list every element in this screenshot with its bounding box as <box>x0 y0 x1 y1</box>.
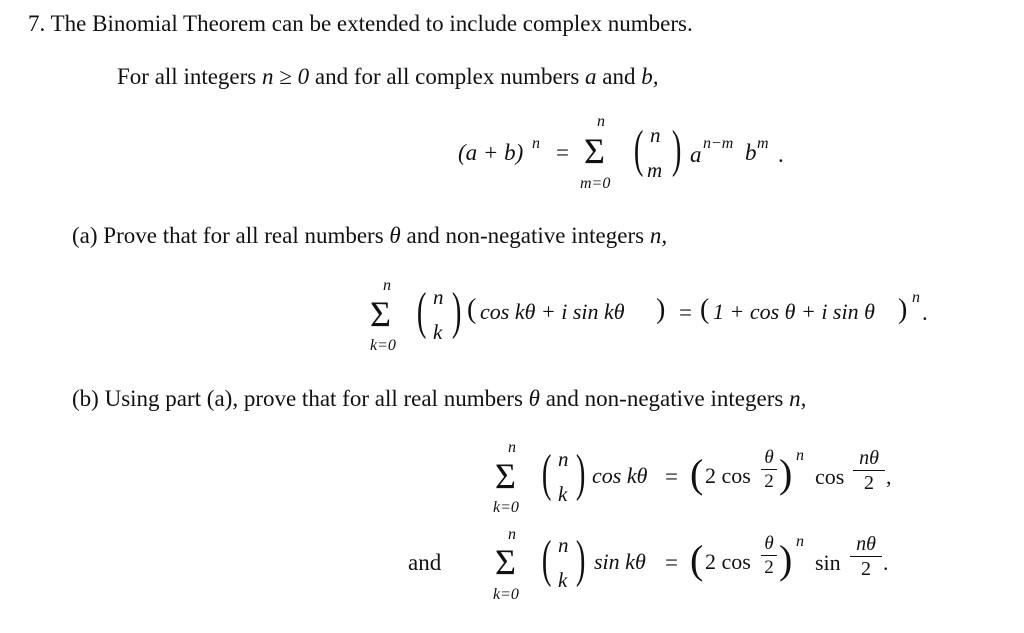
binomial-term-exp1: n−m <box>703 135 734 152</box>
part-a-text <box>72 224 667 247</box>
part-b-label: (b) <box>72 386 99 411</box>
right-paren: ) <box>575 445 586 502</box>
part-a-eq: = <box>679 300 692 325</box>
sigma-symbol: Σ <box>495 542 516 582</box>
binomial-term-exp2: m <box>757 135 769 152</box>
right-paren: ) <box>656 294 666 325</box>
problem-heading <box>28 12 693 35</box>
frac-bar <box>761 469 777 470</box>
part-b-eq1-func: cos kθ <box>592 463 648 488</box>
statement-mid: and for all complex numbers <box>314 64 580 89</box>
right-paren: ) <box>779 537 793 582</box>
part-b-eq1-eq: = <box>665 464 678 489</box>
part-b-eq1-trail-func: cos <box>815 464 845 489</box>
part-b-eq2-trail-frac <box>850 534 882 579</box>
part-a-end: . <box>922 300 928 325</box>
part-b-text-mid: and non-negative integers <box>545 386 784 411</box>
statement-cond: n ≥ 0 <box>262 64 310 89</box>
part-b-eq2-sum-bottom: k=0 <box>493 586 519 603</box>
part-b-eq2-choose-bottom: k <box>558 568 568 592</box>
sigma-symbol: Σ <box>584 131 605 171</box>
right-paren: ) <box>671 121 682 178</box>
frac-num: θ <box>764 533 774 554</box>
frac-bar <box>850 556 882 557</box>
part-b-eq2-frac <box>761 534 777 577</box>
right-paren: ) <box>575 531 586 588</box>
part-b-eq2-eq: = <box>665 550 678 575</box>
part-a-rhs-body: 1 + cos θ + i sin θ <box>713 299 875 324</box>
part-b-eq1-sum-bottom: k=0 <box>493 499 519 516</box>
frac-den: 2 <box>764 557 774 578</box>
part-b-eq1-choose-bottom: k <box>558 482 568 506</box>
right-paren: ) <box>898 294 908 325</box>
part-b-eq1-exp: n <box>796 447 804 464</box>
problem-statement <box>117 65 659 88</box>
part-a-n: n, <box>649 223 668 248</box>
part-b-eq2-trail-func: sin <box>815 550 841 575</box>
part-b-eq1-frac <box>761 448 777 491</box>
part-a-sum-bottom: k=0 <box>370 337 396 354</box>
part-b-and: and <box>408 550 442 575</box>
binomial-sum-top: n <box>597 113 605 130</box>
binomial-sum-bottom: m=0 <box>580 175 611 192</box>
left-paren: ( <box>690 451 704 496</box>
part-b-eq1-choose-top: n <box>558 447 569 471</box>
part-a-lhs-body: cos kθ + i sin kθ <box>480 299 625 324</box>
left-paren: ( <box>541 445 552 502</box>
binomial-term-b: b <box>745 140 757 165</box>
frac-bar <box>853 470 885 471</box>
binomial-term: a <box>690 142 702 167</box>
binomial-lhs: (a + b) <box>458 140 524 165</box>
sigma-symbol: Σ <box>495 456 516 496</box>
part-b-n: n, <box>789 386 807 411</box>
frac-den: 2 <box>764 471 774 492</box>
left-paren: ( <box>700 294 710 325</box>
part-b-eq1-coef: 2 cos <box>705 463 751 488</box>
part-b-eq1-end: , <box>886 464 892 489</box>
left-paren: ( <box>541 531 552 588</box>
problem-intro: The Binomial Theorem can be extended to include complex numbers. <box>50 11 693 36</box>
part-b-eq2-choose-top: n <box>558 533 569 557</box>
part-b-eq2-func: sin kθ <box>594 549 646 574</box>
part-a-choose-top: n <box>433 285 444 309</box>
part-b-theta: θ <box>528 386 540 411</box>
left-paren: ( <box>416 283 427 340</box>
part-a-rhs-exp: n <box>912 289 920 306</box>
part-b-eq2-exp: n <box>796 533 804 550</box>
part-b-eq2-sum-top: n <box>508 526 516 543</box>
binomial-lhs-exp: n <box>532 135 540 152</box>
binomial-choose-bottom: m <box>647 158 663 182</box>
left-paren: ( <box>467 294 477 325</box>
frac-num: nθ <box>856 533 876 555</box>
frac-den: 2 <box>864 472 874 494</box>
frac-bar <box>761 555 777 556</box>
right-paren: ) <box>779 451 793 496</box>
problem-number: 7. <box>28 11 46 36</box>
part-a-label: (a) <box>72 223 98 248</box>
binomial-choose-top: n <box>650 123 661 147</box>
part-b-text-pre: Using part (a), prove that for all real numbers <box>104 386 523 411</box>
right-paren: ) <box>451 283 462 340</box>
part-b-eq2-end: . <box>883 550 889 575</box>
part-a-theta: θ <box>389 223 401 248</box>
sigma-symbol: Σ <box>370 294 391 334</box>
frac-num: θ <box>764 447 774 468</box>
part-a-sum-top: n <box>383 277 391 294</box>
part-a-choose-bottom: k <box>433 320 443 344</box>
word-and: and <box>602 64 636 89</box>
frac-num: nθ <box>859 447 879 469</box>
left-paren: ( <box>690 537 704 582</box>
var-a: a <box>585 64 597 89</box>
statement-pre: For all integers <box>117 64 257 89</box>
binomial-eq: = <box>556 140 569 165</box>
var-b: b, <box>641 64 659 89</box>
part-a-text-mid: and non-negative integers <box>406 223 645 248</box>
left-paren: ( <box>633 121 644 178</box>
binomial-end: . <box>778 142 784 167</box>
part-b-eq1-sum-top: n <box>508 439 516 456</box>
part-b-eq1-trail-frac <box>853 448 885 493</box>
part-b-text <box>72 387 806 410</box>
part-a-text-pre: Prove that for all real numbers <box>103 223 384 248</box>
frac-den: 2 <box>861 558 871 580</box>
part-b-eq2-coef: 2 cos <box>705 549 751 574</box>
